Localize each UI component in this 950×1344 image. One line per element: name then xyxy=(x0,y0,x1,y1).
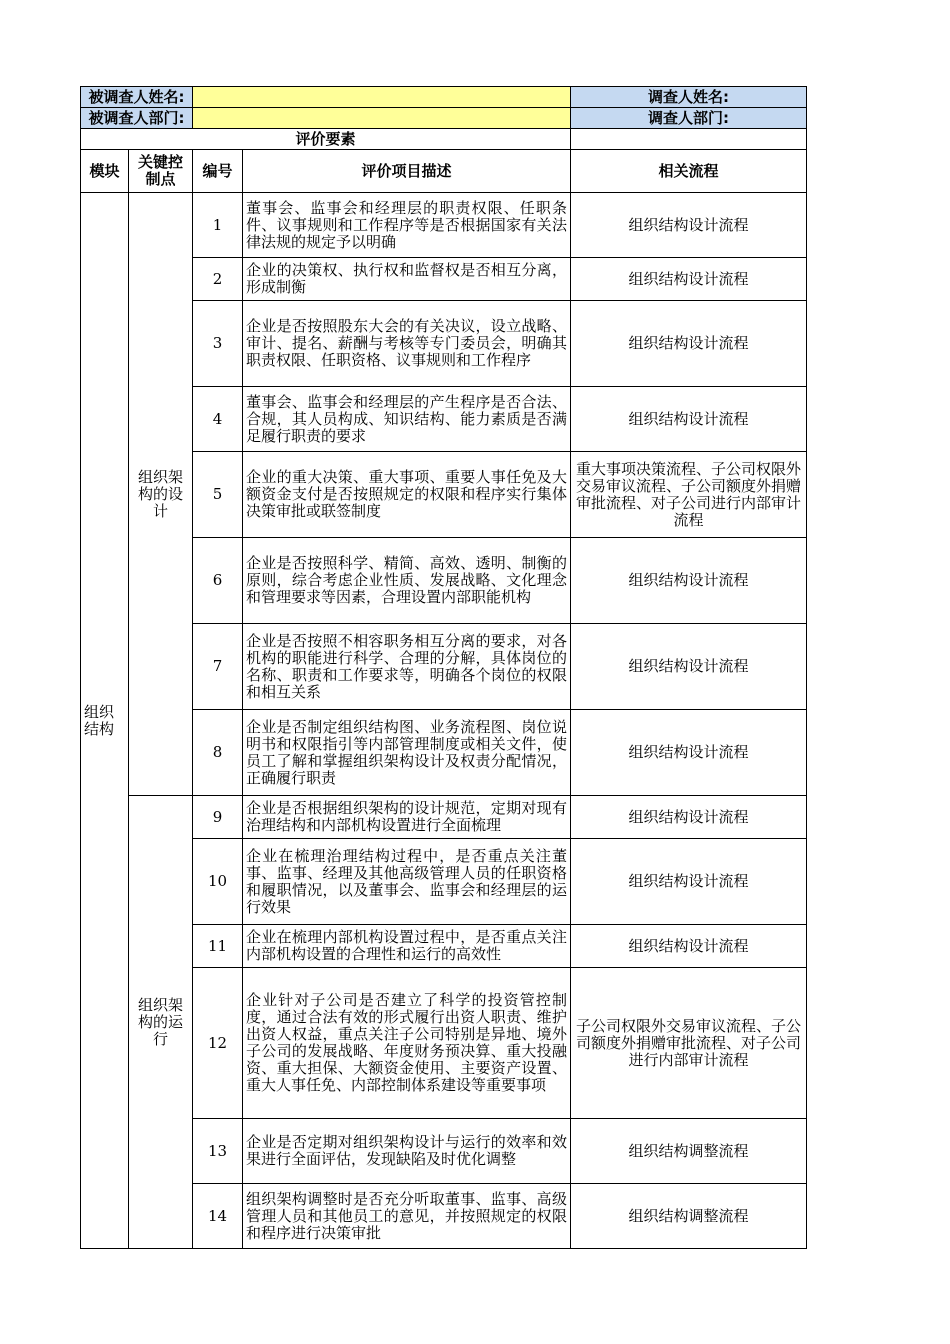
row-number: 12 xyxy=(193,968,243,1119)
row-description: 企业的重大决策、重大事项、重要人事任免及大额资金支付是否按照规定的权限和程序实行集体决策审批或联签制度 xyxy=(243,452,571,538)
module-cell: 组织结构 xyxy=(81,193,129,1249)
row-description: 企业是否按照股东大会的有关决议，设立战略、审计、提名、薪酬与考核等专门委员会，明确其职责权限、任职资格、议事规则和工作程序 xyxy=(243,301,571,387)
respondent-name-label: 被调查人姓名: xyxy=(81,87,193,108)
row-number: 8 xyxy=(193,710,243,796)
row-description: 企业是否定期对组织架构设计与运行的效率和效果进行全面评估，发现缺陷及时优化调整 xyxy=(243,1119,571,1184)
surveyor-dept-label: 调查人部门: xyxy=(571,108,807,129)
row-description: 企业是否按照不相容职务相互分离的要求，对各机构的职能进行科学、合理的分解，具体岗位的名称、职责和工作要求等，明确各个岗位的权限和相互关系 xyxy=(243,624,571,710)
row-description: 企业是否制定组织结构图、业务流程图、岗位说明书和权限指引等内部管理制度或相关文件，使员工了解和掌握组织架构设计及权责分配情况，正确履行职责 xyxy=(243,710,571,796)
eval-elements-header: 评价要素 xyxy=(81,129,571,150)
row-number: 2 xyxy=(193,258,243,301)
row-process: 组织结构调整流程 xyxy=(571,1119,807,1184)
respondent-dept-input[interactable] xyxy=(193,108,571,129)
col-module: 模块 xyxy=(81,150,129,193)
row-process: 组织结构设计流程 xyxy=(571,387,807,452)
row-description: 企业在梳理内部机构设置过程中，是否重点关注内部机构设置的合理性和运行的高效性 xyxy=(243,925,571,968)
key-control-design: 组织架构的设计 xyxy=(129,193,193,796)
row-process: 组织结构设计流程 xyxy=(571,839,807,925)
row-process: 组织结构设计流程 xyxy=(571,710,807,796)
col-process: 相关流程 xyxy=(571,150,807,193)
row-number: 5 xyxy=(193,452,243,538)
blank-cell xyxy=(571,129,807,150)
row-number: 9 xyxy=(193,796,243,839)
respondent-dept-label: 被调查人部门: xyxy=(81,108,193,129)
row-number: 6 xyxy=(193,538,243,624)
row-process: 组织结构设计流程 xyxy=(571,624,807,710)
row-process: 组织结构设计流程 xyxy=(571,193,807,258)
row-number: 14 xyxy=(193,1184,243,1249)
row-number: 7 xyxy=(193,624,243,710)
row-number: 4 xyxy=(193,387,243,452)
row-process: 组织结构设计流程 xyxy=(571,796,807,839)
row-description: 企业针对子公司是否建立了科学的投资管控制度，通过合法有效的形式履行出资人职责、维护出资人权益，重点关注子公司特别是异地、境外子公司的发展战略、年度财务预决算、重大投融资、重大担保、大额资金使用、主要资产设置、重大人事任免、内部控制体系建设等重要事项 xyxy=(243,968,571,1119)
row-process: 组织结构设计流程 xyxy=(571,925,807,968)
row-number: 10 xyxy=(193,839,243,925)
row-process: 组织结构调整流程 xyxy=(571,1184,807,1249)
respondent-name-input[interactable] xyxy=(193,87,571,108)
col-key-control: 关键控制点 xyxy=(129,150,193,193)
row-description: 企业的决策权、执行权和监督权是否相互分离，形成制衡 xyxy=(243,258,571,301)
row-number: 11 xyxy=(193,925,243,968)
row-number: 1 xyxy=(193,193,243,258)
row-process: 组织结构设计流程 xyxy=(571,258,807,301)
col-description: 评价项目描述 xyxy=(243,150,571,193)
row-process: 重大事项决策流程、子公司权限外交易审议流程、子公司额度外捐赠审批流程、对子公司进行内部审计流程 xyxy=(571,452,807,538)
row-process: 组织结构设计流程 xyxy=(571,538,807,624)
row-number: 3 xyxy=(193,301,243,387)
row-number: 13 xyxy=(193,1119,243,1184)
key-control-operation: 组织架构的运行 xyxy=(129,796,193,1249)
row-description: 企业是否根据组织架构的设计规范，定期对现有治理结构和内部机构设置进行全面梳理 xyxy=(243,796,571,839)
surveyor-name-label: 调查人姓名: xyxy=(571,87,807,108)
row-process: 子公司权限外交易审议流程、子公司额度外捐赠审批流程、对子公司进行内部审计流程 xyxy=(571,968,807,1119)
row-description: 组织架构调整时是否充分听取董事、监事、高级管理人员和其他员工的意见，并按照规定的权限和程序进行决策审批 xyxy=(243,1184,571,1249)
row-description: 企业是否按照科学、精简、高效、透明、制衡的原则，综合考虑企业性质、发展战略、文化理念和管理要求等因素，合理设置内部职能机构 xyxy=(243,538,571,624)
row-process: 组织结构设计流程 xyxy=(571,301,807,387)
row-description: 董事会、监事会和经理层的产生程序是否合法、合规，其人员构成、知识结构、能力素质是否满足履行职责的要求 xyxy=(243,387,571,452)
col-number: 编号 xyxy=(193,150,243,193)
row-description: 董事会、监事会和经理层的职责权限、任职条件、议事规则和工作程序等是否根据国家有关法律法规的规定予以明确 xyxy=(243,193,571,258)
row-description: 企业在梳理治理结构过程中，是否重点关注董事、监事、经理及其他高级管理人员的任职资格和履职情况，以及董事会、监事会和经理层的运行效果 xyxy=(243,839,571,925)
evaluation-table xyxy=(80,86,807,1249)
